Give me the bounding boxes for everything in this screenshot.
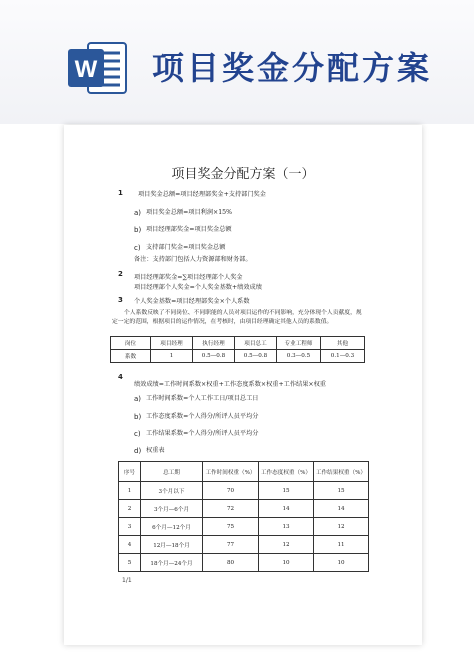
coef-cell: 0.1—0.3 xyxy=(321,350,365,363)
weight-cell: 13 xyxy=(259,518,314,536)
section-4-d-text: 权重表 xyxy=(146,447,165,454)
section-4-c-text: 工作结果系数=个人得分/所评人员平均分 xyxy=(146,430,259,437)
weight-cell: 6个月—12个月 xyxy=(141,518,203,536)
section-1-a-text: 项目奖金总额=项目利润×15% xyxy=(146,209,232,216)
weight-cell: 15 xyxy=(314,482,369,500)
coefficient-table xyxy=(110,336,365,363)
weight-cell: 11 xyxy=(314,536,369,554)
section-2-number: 2 xyxy=(118,270,123,278)
section-4-a-label: a) xyxy=(134,395,142,403)
section-1-b-text: 项目经理部奖金=项目奖金总额 xyxy=(146,226,232,233)
weight-header-cell: 序号 xyxy=(119,462,141,482)
weight-table xyxy=(118,461,369,572)
weight-header-cell: 总工期 xyxy=(141,462,203,482)
weight-cell: 14 xyxy=(314,500,369,518)
word-icon xyxy=(66,37,128,99)
document-title: 项目奖金分配方案（一） xyxy=(171,167,315,182)
section-4-a-text: 工作时间系数=个人工作工日/项目总工日 xyxy=(146,395,259,402)
banner-title: 项目奖金分配方案 xyxy=(152,49,433,87)
section-3-paragraph: 个人系数反映了不同岗位、不同职能的人员对项目运作的不同影响，充分体现个人贡献度，规定一定的范围，根据项目的运作情况，在考核时，由项目经理确定其他人员的系数值。 xyxy=(112,310,362,325)
page-number: 1/1 xyxy=(122,577,132,584)
weight-header-cell: 工作时间权重（%） xyxy=(203,462,259,482)
coef-header-cell: 项目经理 xyxy=(151,337,193,350)
section-4-b-label: b) xyxy=(134,413,142,421)
weight-cell: 15 xyxy=(259,482,314,500)
section-1-text: 项目奖金总额=项目经理部奖金+支持部门奖金 xyxy=(138,191,266,198)
weight-cell: 5 xyxy=(119,554,141,572)
section-4-number: 4 xyxy=(118,373,123,381)
coef-cell: 1 xyxy=(151,350,193,363)
coef-header-cell: 执行经理 xyxy=(193,337,235,350)
weight-cell: 3个月以下 xyxy=(141,482,203,500)
weight-cell: 12月—18个月 xyxy=(141,536,203,554)
weight-cell: 77 xyxy=(203,536,259,554)
weight-header-cell: 工作态度权重（%） xyxy=(259,462,314,482)
section-1-a-label: a) xyxy=(134,209,142,217)
weight-cell: 10 xyxy=(314,554,369,572)
weight-cell: 4 xyxy=(119,536,141,554)
weight-cell: 1 xyxy=(119,482,141,500)
coef-cell: 0.5—0.8 xyxy=(235,350,277,363)
section-3-number: 3 xyxy=(118,296,123,304)
weight-cell: 2 xyxy=(119,500,141,518)
coef-cell: 0.3—0.5 xyxy=(277,350,321,363)
section-4-text: 绩效成绩=工作时间系数×权重+工作态度系数×权重+工作结果×权重 xyxy=(134,381,326,388)
header-banner xyxy=(0,0,474,124)
coef-header-cell: 其他 xyxy=(321,337,365,350)
weight-cell: 72 xyxy=(203,500,259,518)
weight-cell: 10 xyxy=(259,554,314,572)
weight-cell: 14 xyxy=(259,500,314,518)
section-4-b-text: 工作态度系数=个人得分/所评人员平均分 xyxy=(146,413,259,420)
section-2-line-1: 项目经理部奖金=∑项目经理部个人奖金 xyxy=(134,274,243,281)
coef-cell: 0.5—0.8 xyxy=(193,350,235,363)
section-2-line-2: 项目经理部个人奖金=个人奖金基数+绩效成绩 xyxy=(134,284,262,291)
coef-header-cell: 专业工程师 xyxy=(277,337,321,350)
section-1-number: 1 xyxy=(118,189,123,197)
section-4-d-label: d) xyxy=(134,447,142,455)
coef-header-cell: 项目总工 xyxy=(235,337,277,350)
section-1-note: 备注：支持部门包括人力资源部和财务部。 xyxy=(134,256,252,263)
weight-cell: 3 xyxy=(119,518,141,536)
svg-text:W: W xyxy=(74,56,98,83)
section-4-c-label: c) xyxy=(134,430,141,438)
weight-cell: 80 xyxy=(203,554,259,572)
section-3-text: 个人奖金基数=项目经理部奖金×个人系数 xyxy=(134,298,250,305)
section-1-c-text: 支持部门奖金=项目奖金总额 xyxy=(146,244,226,251)
coef-header-cell: 岗位 xyxy=(111,337,151,350)
weight-cell: 12 xyxy=(314,518,369,536)
section-1-c-label: c) xyxy=(134,244,141,252)
weight-header-cell: 工作结果权重（%） xyxy=(314,462,369,482)
document-page xyxy=(64,125,422,645)
section-1-b-label: b) xyxy=(134,226,142,234)
weight-cell: 12 xyxy=(259,536,314,554)
weight-cell: 70 xyxy=(203,482,259,500)
weight-cell: 18个月—24个月 xyxy=(141,554,203,572)
weight-cell: 3个月—6个月 xyxy=(141,500,203,518)
coef-cell: 系数 xyxy=(111,350,151,363)
weight-cell: 75 xyxy=(203,518,259,536)
